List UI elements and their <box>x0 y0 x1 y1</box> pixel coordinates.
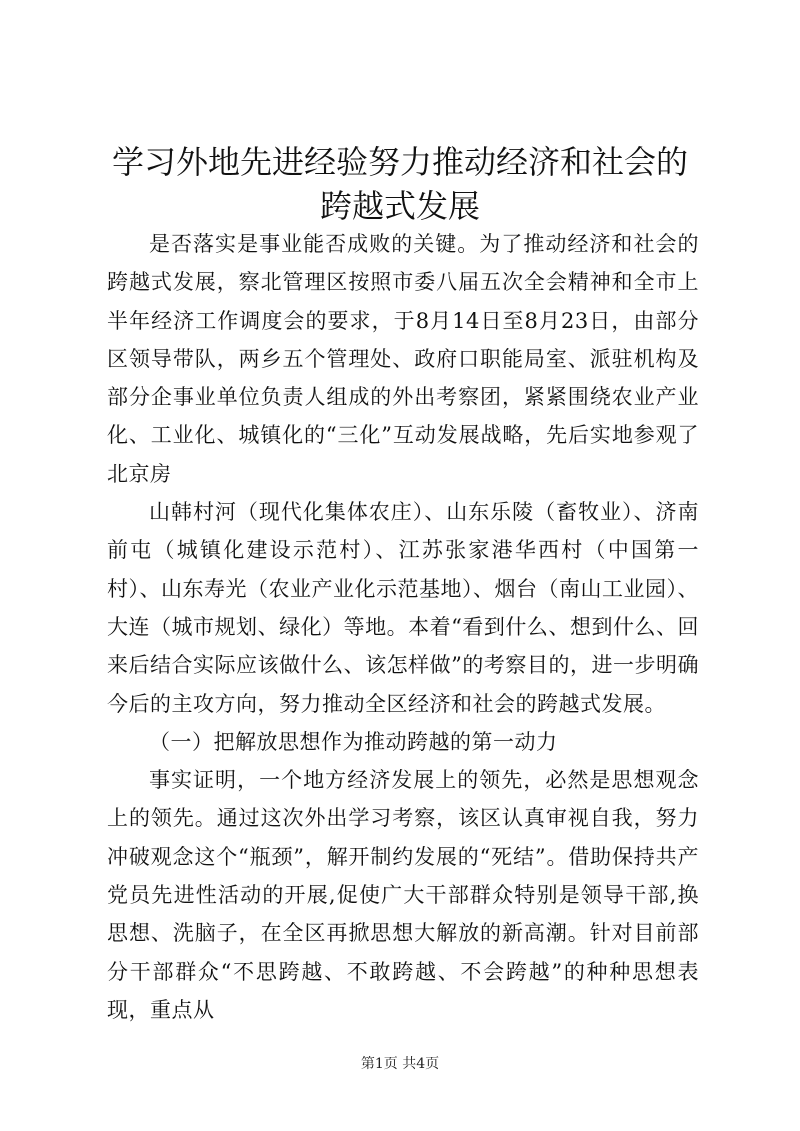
paragraph-section-one: 事实证明，一个地方经济发展上的领先，必然是思想观念上的领先。通过这次外出学习考察，该区认真审视自我，努力冲破观念这个“瓶颈”，解开制约发展的“死结”。借助保持共产党员先进性活动的开展,促使广大干部群众特别是领导干部,换思想、洗脑子，在全区再掀思想大解放的新高潮。针对目前部分干部群众“不思跨越、不敢跨越、不会跨越”的种种思想表现，重点从 <box>107 768 699 1022</box>
paragraph-intro: 是否落实是事业能否成败的关键。为了推动经济和社会的跨越式发展，察北管理区按照市委八届五次全会精神和全市上半年经济工作调度会的要求，于8月14日至8月23日，由部分区领导带队，两乡五个管理处、政府口职能局室、派驻机构及部分企事业单位负责人组成的外出考察团，紧紧围绕农业产业化、工业化、城镇化的“三化”互动发展战略，先后实地参观了北京房 <box>107 232 699 486</box>
page-footer: 第1页 共4页 <box>360 1056 440 1072</box>
section-heading: （一）把解放思想作为推动跨越的第一动力 <box>149 729 558 754</box>
paragraph-destinations: 山韩村河（现代化集体农庄）、山东乐陵（畜牧业）、济南前屯（城镇化建设示范村）、江苏张家港华西村（中国第一村）、山东寿光（农业产业化示范基地）、烟台（南山工业园）、大连（城市规划、绿化）等地。本着“看到什么、想到什么、回来后结合实际应该做什么、该怎样做”的考察目的，进一步明确今后的主攻方向，努力推动全区经济和社会的跨越式发展。 <box>107 500 699 716</box>
document-title: 学习外地先进经验努力推动经济和社会的跨越式发展 <box>111 143 688 225</box>
document-body <box>107 225 699 1029</box>
